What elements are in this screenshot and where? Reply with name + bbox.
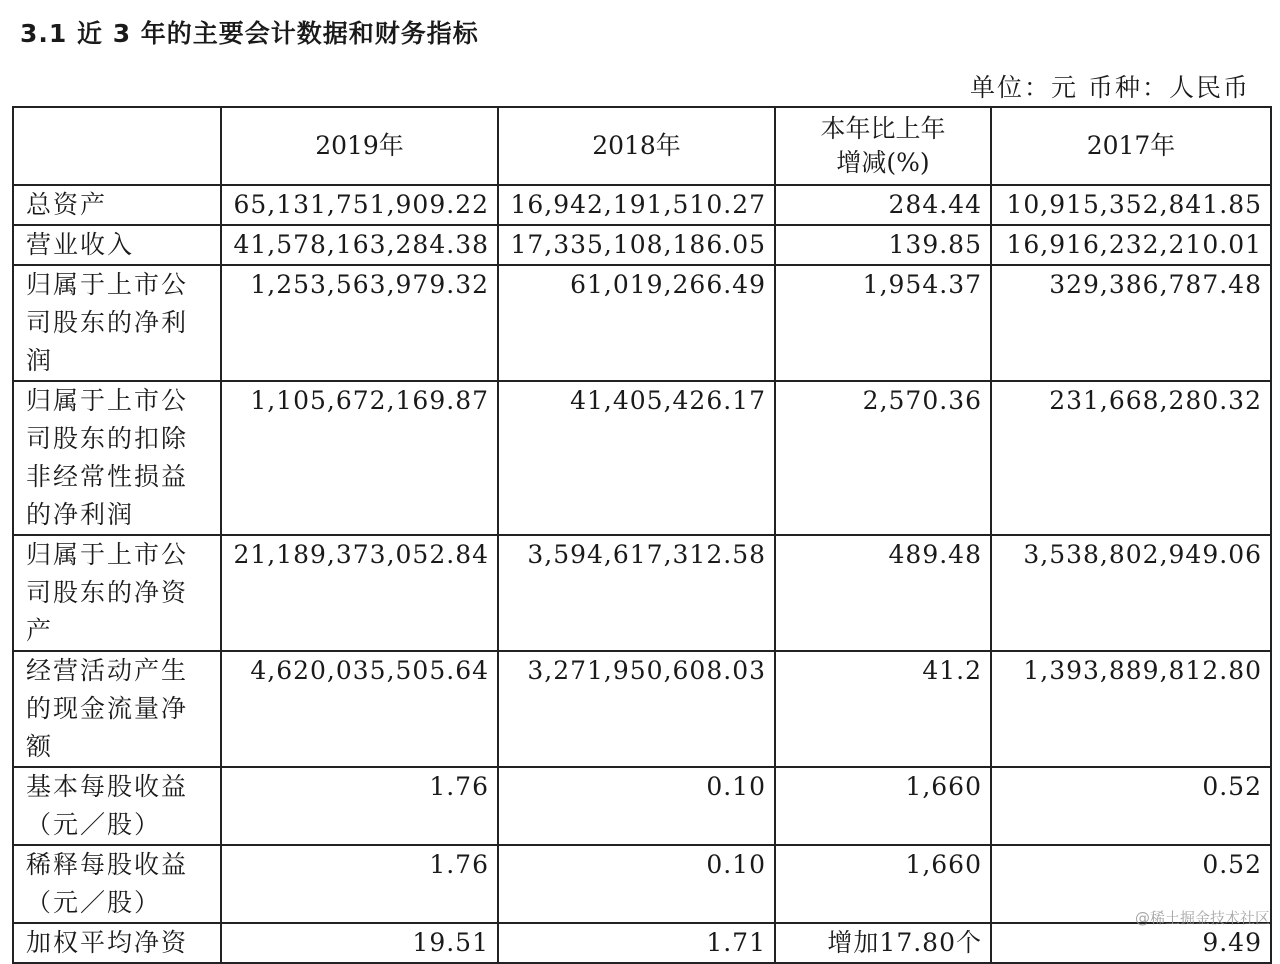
cell-change: 284.44 xyxy=(775,185,991,225)
cell-2017: 10,915,352,841.85 xyxy=(991,185,1271,225)
cell-2017: 1,393,889,812.80 xyxy=(991,651,1271,767)
cell-2019: 4,620,035,505.64 xyxy=(221,651,498,767)
cell-2018: 0.10 xyxy=(498,845,775,923)
cell-change: 139.85 xyxy=(775,225,991,265)
header-cell-blank xyxy=(13,107,221,185)
cell-2017: 16,916,232,210.01 xyxy=(991,225,1271,265)
row-label: 营业收入 xyxy=(13,225,221,265)
cell-2017: 9.49 xyxy=(991,923,1271,963)
row-label: 稀释每股收益（元／股） xyxy=(13,845,221,923)
row-label: 归属于上市公司股东的扣除非经常性损益的净利润 xyxy=(13,381,221,535)
cell-2018: 3,594,617,312.58 xyxy=(498,535,775,651)
cell-2017: 231,668,280.32 xyxy=(991,381,1271,535)
cell-change: 489.48 xyxy=(775,535,991,651)
table-row xyxy=(13,265,1271,381)
table-row xyxy=(13,225,1271,265)
table-row xyxy=(13,535,1271,651)
cell-2017: 0.52 xyxy=(991,845,1271,923)
financial-data-table xyxy=(12,106,1272,964)
cell-2019: 1.76 xyxy=(221,845,498,923)
cell-2017: 329,386,787.48 xyxy=(991,265,1271,381)
cell-2018: 17,335,108,186.05 xyxy=(498,225,775,265)
cell-2019: 1.76 xyxy=(221,767,498,845)
cell-2018: 0.10 xyxy=(498,767,775,845)
header-cell-2017: 2017年 xyxy=(991,107,1271,185)
row-label: 基本每股收益（元／股） xyxy=(13,767,221,845)
cell-2019: 41,578,163,284.38 xyxy=(221,225,498,265)
row-label: 经营活动产生的现金流量净额 xyxy=(13,651,221,767)
cell-2018: 1.71 xyxy=(498,923,775,963)
cell-2019: 65,131,751,909.22 xyxy=(221,185,498,225)
table-row xyxy=(13,767,1271,845)
cell-change: 41.2 xyxy=(775,651,991,767)
row-label: 总资产 xyxy=(13,185,221,225)
cell-2019: 19.51 xyxy=(221,923,498,963)
cell-2018: 16,942,191,510.27 xyxy=(498,185,775,225)
cell-2017: 0.52 xyxy=(991,767,1271,845)
cell-change: 2,570.36 xyxy=(775,381,991,535)
unit-currency-note: 单位：元 币种：人民币 xyxy=(970,73,1250,102)
table-row xyxy=(13,185,1271,225)
row-label: 归属于上市公司股东的净资产 xyxy=(13,535,221,651)
table-row xyxy=(13,381,1271,535)
cell-2018: 61,019,266.49 xyxy=(498,265,775,381)
table-row xyxy=(13,845,1271,923)
header-cell-2018: 2018年 xyxy=(498,107,775,185)
cell-2019: 1,253,563,979.32 xyxy=(221,265,498,381)
cell-2018: 3,271,950,608.03 xyxy=(498,651,775,767)
table-row xyxy=(13,651,1271,767)
row-label: 归属于上市公司股东的净利润 xyxy=(13,265,221,381)
header-cell-change: 本年比上年增减(%) xyxy=(775,107,991,185)
cell-2018: 41,405,426.17 xyxy=(498,381,775,535)
cell-change: 1,954.37 xyxy=(775,265,991,381)
cell-2017: 3,538,802,949.06 xyxy=(991,535,1271,651)
cell-change: 1,660 xyxy=(775,767,991,845)
cell-2019: 21,189,373,052.84 xyxy=(221,535,498,651)
row-label: 加权平均净资 xyxy=(13,923,221,963)
table-row xyxy=(13,923,1271,963)
cell-change: 增加17.80个 xyxy=(775,923,991,963)
cell-2019: 1,105,672,169.87 xyxy=(221,381,498,535)
watermark: @稀土掘金技术社区 xyxy=(1134,909,1270,927)
section-title: 3.1 近 3 年的主要会计数据和财务指标 xyxy=(20,19,479,48)
header-cell-2019: 2019年 xyxy=(221,107,498,185)
cell-change: 1,660 xyxy=(775,845,991,923)
table-header-row xyxy=(13,107,1271,185)
